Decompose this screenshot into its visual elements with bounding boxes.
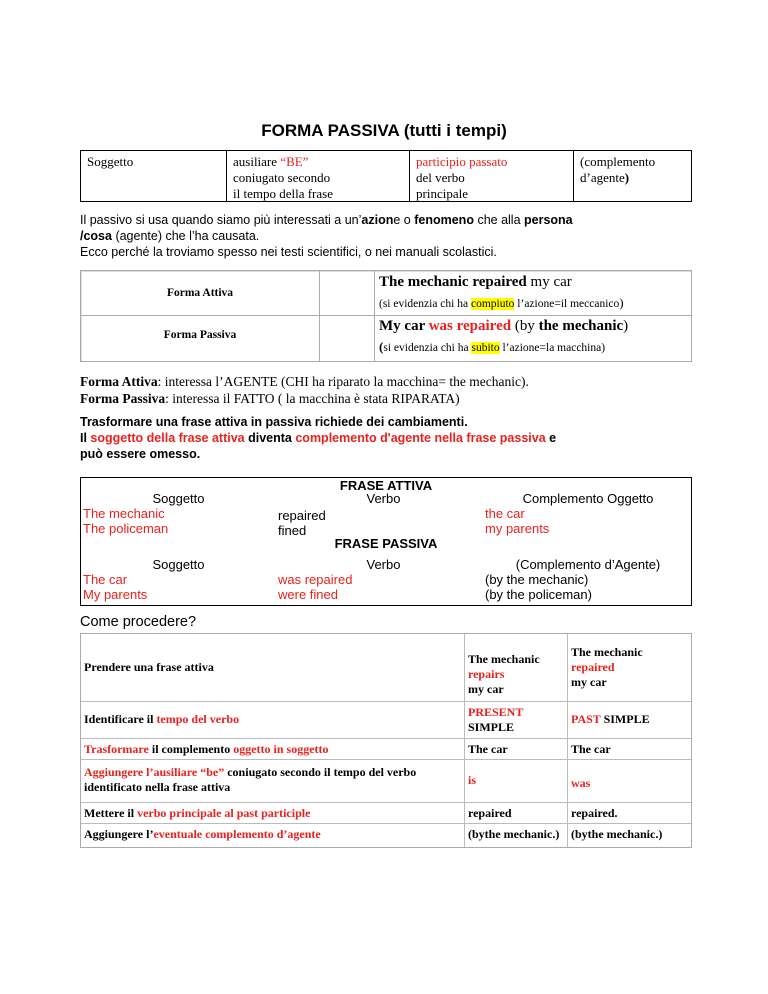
header-frase-attiva: FRASE ATTIVA bbox=[339, 478, 433, 493]
cell: the car bbox=[485, 506, 525, 521]
text: ) bbox=[623, 318, 629, 334]
text: Forma Passiva bbox=[80, 391, 166, 406]
cell: were fined bbox=[278, 587, 338, 602]
text: : interessa l’AGENTE (CHI ha riparato la macchina= the mechanic). bbox=[157, 374, 529, 389]
cell-text: coniugato secondo bbox=[233, 170, 331, 185]
cell-ausiliare bbox=[226, 151, 409, 201]
text: my car bbox=[468, 682, 504, 696]
text: Il passivo si usa quando siamo più interessati a un’ bbox=[80, 213, 362, 227]
text: può essere omesso. bbox=[80, 447, 201, 461]
cell: fined bbox=[278, 523, 307, 538]
highlighted-text: compiuto bbox=[470, 298, 515, 310]
text: repaired bbox=[571, 660, 615, 674]
active-note bbox=[379, 295, 624, 311]
cell: The policeman bbox=[83, 521, 169, 536]
text: My car bbox=[379, 318, 429, 334]
cell-text: principale bbox=[416, 186, 468, 201]
text: Trasformare bbox=[84, 742, 149, 756]
cell-text: ausiliare bbox=[233, 154, 281, 169]
active-passive-comparison-table bbox=[80, 270, 692, 362]
step-label bbox=[84, 806, 310, 821]
text: e bbox=[545, 431, 557, 445]
text: complemento d'agente nella frase passiva bbox=[295, 431, 546, 445]
text: : interessa il FATTO ( la macchina è stata RIPARATA) bbox=[165, 391, 460, 406]
text: Ecco perché la troviamo spesso nei testi scientifici, o nei manuali scolastici. bbox=[80, 245, 497, 259]
cell-text: il tempo della frase bbox=[233, 186, 333, 201]
text: The mechanic bbox=[468, 652, 540, 666]
text: SIMPLE bbox=[468, 720, 515, 734]
col-header: Soggetto bbox=[152, 491, 205, 506]
text: (agente) che l’ha causata. bbox=[111, 229, 260, 243]
text: fenomeno bbox=[414, 213, 474, 227]
cell: repaired bbox=[468, 806, 512, 820]
cell: repaired. bbox=[571, 806, 618, 820]
cell bbox=[468, 705, 523, 735]
text: Trasformare una frase attiva in passiva richiede dei cambiamenti. bbox=[80, 415, 468, 429]
text: my car bbox=[571, 675, 607, 689]
page-title: FORMA PASSIVA (tutti i tempi) bbox=[261, 121, 507, 140]
cell-text: participio passato bbox=[416, 154, 508, 169]
text: ) bbox=[619, 295, 624, 310]
col-header: (Complemento d’Agente) bbox=[515, 557, 661, 572]
cell-text: d’agente bbox=[580, 170, 625, 185]
cell-text: ) bbox=[624, 170, 630, 185]
cell: The mechanic bbox=[83, 506, 165, 521]
cell: (by the policeman) bbox=[485, 587, 592, 602]
text: Identificare il bbox=[84, 712, 157, 726]
active-sentence bbox=[379, 274, 572, 291]
row-label-passiva: Forma Passiva bbox=[163, 329, 237, 341]
text: che alla bbox=[473, 213, 524, 227]
cell: was bbox=[571, 776, 591, 790]
cell-text: Soggetto bbox=[87, 154, 134, 169]
transformation-rule bbox=[80, 414, 700, 462]
cell: The car bbox=[571, 742, 611, 756]
cell: My parents bbox=[83, 587, 148, 602]
text: PRESENT bbox=[468, 705, 524, 719]
step-label: Prendere una frase attiva bbox=[84, 660, 214, 674]
text: Mettere il bbox=[84, 806, 138, 820]
cell bbox=[571, 645, 643, 690]
cell-soggetto bbox=[81, 151, 226, 201]
text: Forma Attiva bbox=[80, 374, 158, 389]
text: (si evidenzia chi ha bbox=[379, 298, 471, 310]
cell-agente bbox=[573, 151, 691, 201]
text: ( bbox=[379, 339, 384, 354]
active-passive-examples-table bbox=[80, 477, 692, 606]
forms-explanation bbox=[80, 373, 529, 407]
cell: (bythe mechanic.) bbox=[468, 827, 560, 841]
text: repaired bbox=[472, 274, 527, 290]
text: oggetto in soggetto bbox=[233, 742, 329, 756]
step-label bbox=[84, 712, 239, 727]
step-label bbox=[84, 827, 321, 842]
cell bbox=[571, 712, 650, 727]
step-label bbox=[84, 742, 329, 757]
text: my car bbox=[526, 274, 572, 290]
text: Aggiungere l’ bbox=[84, 827, 154, 841]
text: repairs bbox=[468, 667, 505, 681]
header-frase-passiva: FRASE PASSIVA bbox=[334, 536, 438, 551]
cell: was repaired bbox=[278, 572, 353, 587]
text: The mechanic bbox=[571, 645, 643, 659]
text: persona bbox=[524, 213, 573, 227]
text: diventa bbox=[244, 431, 296, 445]
section-heading: Come procedere? bbox=[80, 614, 197, 630]
row-label-attiva: Forma Attiva bbox=[166, 287, 234, 299]
cell: (bythe mechanic.) bbox=[571, 827, 663, 841]
cell: repaired bbox=[278, 508, 326, 523]
passive-note bbox=[379, 339, 605, 355]
text: e o bbox=[393, 213, 415, 227]
intro-paragraph bbox=[80, 212, 700, 260]
text: (by bbox=[511, 318, 539, 334]
cell-participio bbox=[409, 151, 573, 201]
step-label bbox=[84, 765, 416, 795]
text: soggetto della frase attiva bbox=[90, 431, 245, 445]
cell bbox=[468, 652, 540, 697]
text: the mechanic bbox=[538, 318, 624, 334]
passive-structure-table bbox=[80, 150, 692, 202]
text: l’azione=la macchina) bbox=[499, 342, 606, 354]
text: coniugato secondo il tempo del verbo bbox=[224, 765, 417, 779]
cell: The car bbox=[83, 572, 128, 587]
text: il complemento bbox=[148, 742, 234, 756]
text: /cosa bbox=[80, 229, 112, 243]
text: l’azione=il meccanico bbox=[514, 298, 620, 310]
cell: is bbox=[468, 773, 477, 787]
text: was repaired bbox=[428, 318, 512, 334]
cell: my parents bbox=[485, 521, 550, 536]
text: The mechanic bbox=[379, 274, 473, 290]
cell-text: del verbo bbox=[416, 170, 465, 185]
text: SIMPLE bbox=[600, 712, 650, 726]
text: eventuale complemento d’agente bbox=[153, 827, 321, 841]
text: verbo principale al past participle bbox=[137, 806, 311, 820]
cell-text: “BE” bbox=[280, 154, 309, 169]
text: Aggiungere l’ausiliare “be” bbox=[84, 765, 225, 779]
col-header: Verbo bbox=[366, 557, 401, 572]
procedure-table bbox=[80, 633, 692, 848]
text: tempo del verbo bbox=[156, 712, 240, 726]
cell: (by the mechanic) bbox=[485, 572, 589, 587]
text: azion bbox=[361, 213, 394, 227]
cell-text: (complemento bbox=[580, 154, 656, 169]
text: si evidenzia chi ha bbox=[383, 342, 472, 354]
col-header: Complemento Oggetto bbox=[522, 491, 654, 506]
col-header: Verbo bbox=[366, 491, 401, 506]
col-header: Soggetto bbox=[152, 557, 205, 572]
text: identificato nella frase attiva bbox=[84, 780, 231, 794]
text: PAST bbox=[571, 712, 601, 726]
cell: The car bbox=[468, 742, 508, 756]
highlighted-text: subito bbox=[471, 342, 500, 354]
text: Il bbox=[80, 431, 91, 445]
passive-sentence bbox=[379, 318, 628, 335]
